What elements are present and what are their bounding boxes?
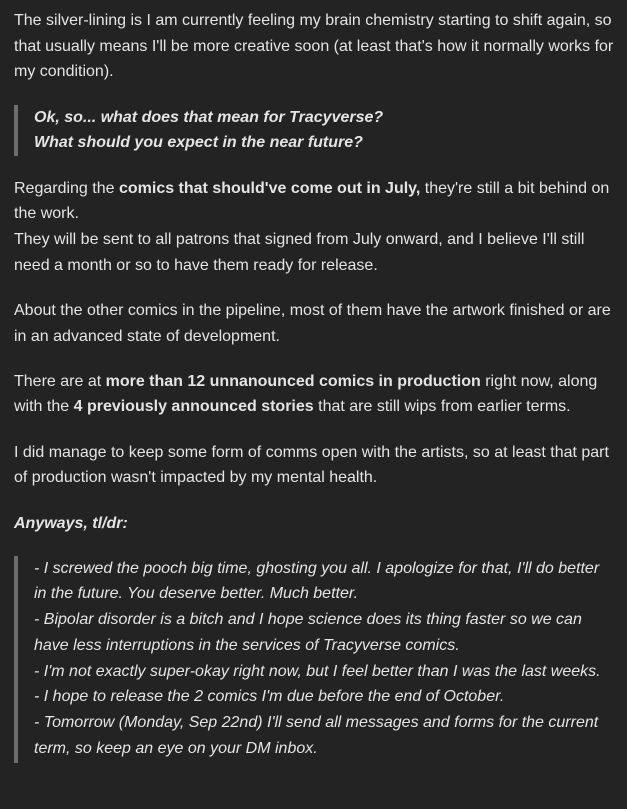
production-text-3: that are still wips from earlier terms. [313, 398, 571, 416]
question-line-1: Ok, so... what does that mean for Tracyverse? [34, 108, 384, 126]
tldr-item: - I hope to release the 2 comics I'm due before the end of October. [34, 688, 505, 706]
tldr-item: - Bipolar disorder is a bitch and I hope science does its thing faster so we can have less interruptions in the services of Tracyverse comics. [34, 611, 582, 654]
tldr-blockquote [14, 556, 614, 764]
july-text-before: Regarding the [14, 179, 119, 197]
production-paragraph [14, 369, 614, 420]
intro-paragraph: The silver-lining is I am currently feeling my brain chemistry starting to shift again, so that usually means I'll be more creative soon (at least that's how it normally works for my condition). [14, 12, 614, 81]
pipeline-paragraph: About the other comics in the pipeline, most of them have the artwork finished or are in an advanced state of development. [14, 301, 611, 345]
tldr-item: - Tomorrow (Monday, Sep 22nd) I'll send all messages and forms for the current term, so keep an eye on your DM inbox. [34, 713, 599, 757]
july-bold: comics that should've come out in July, [118, 179, 421, 197]
tldr-item: - I screwed the pooch big time, ghosting you all. I apologize for that, I'll do better in the future. You deserve better. Much better. [34, 559, 600, 603]
july-paragraph [14, 176, 614, 279]
production-text-1: There are at [14, 372, 106, 390]
comms-paragraph: I did manage to keep some form of comms open with the artists, so at least that part of production wasn't impacted by my mental health. [14, 443, 609, 487]
july-line-2: They will be sent to all patrons that signed from July onward, and I believe I'll still need a month or so to have them ready for release. [14, 230, 585, 274]
question-line-2: What should you expect in the near future? [34, 134, 363, 152]
production-bold-1: more than 12 unnanounced comics in production [105, 372, 481, 390]
july-text-after: they're still a bit behind on the work. [14, 179, 610, 223]
production-text-2: right now, along with the [14, 372, 598, 416]
tldr-item: - I'm not exactly super-okay right now, but I feel better than I was the last weeks. [34, 662, 601, 680]
question-blockquote [14, 105, 614, 156]
tldr-heading: Anyways, tl/dr: [14, 514, 128, 532]
production-bold-2: 4 previously announced stories [73, 398, 314, 416]
